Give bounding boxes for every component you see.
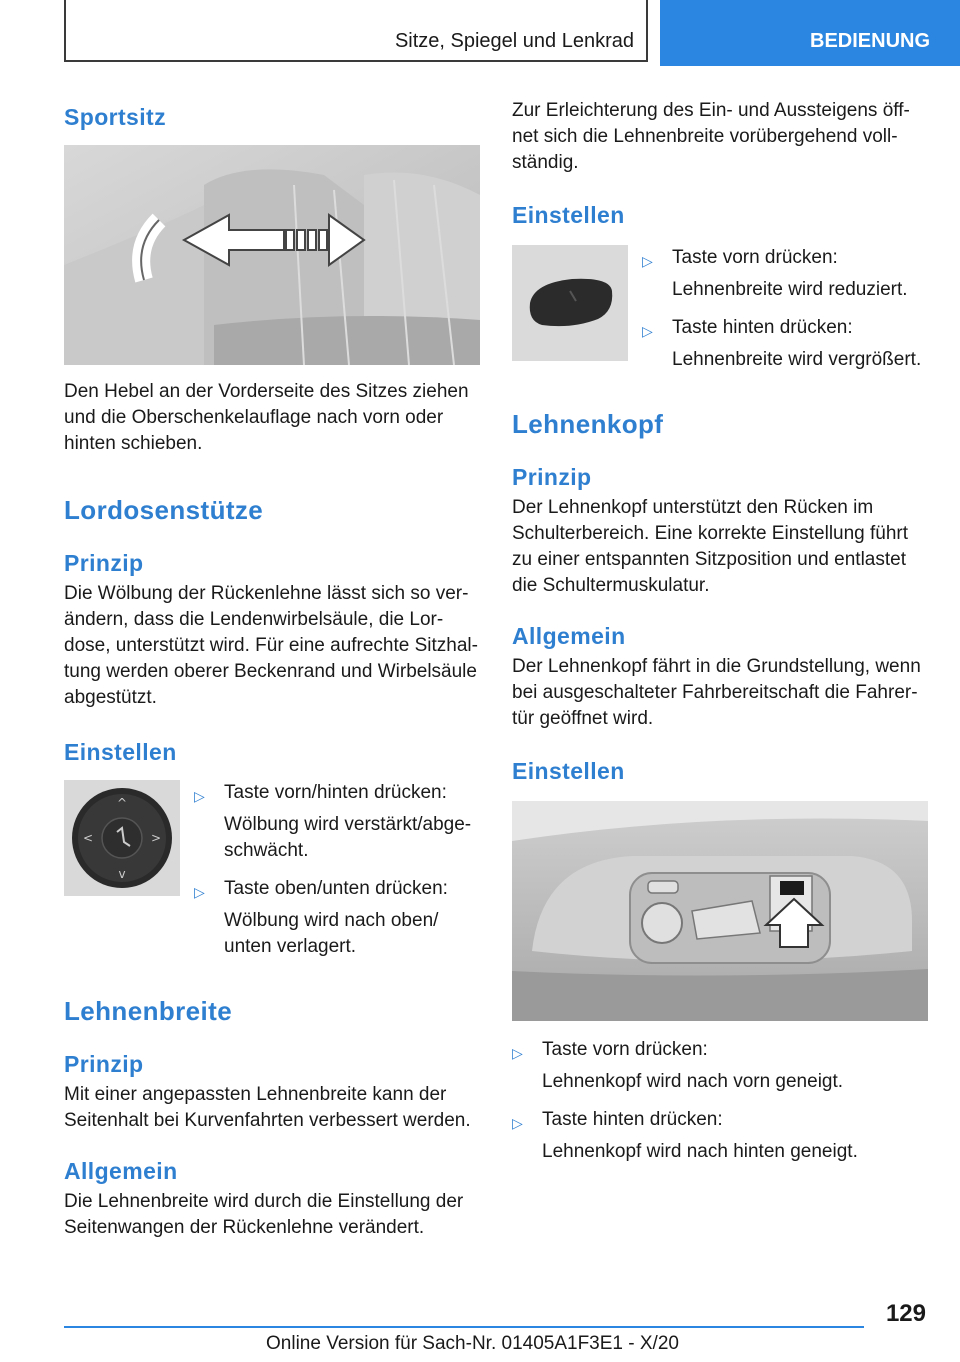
lordose-prinzip-heading: Prinzip xyxy=(64,550,144,576)
header-chapter-tab xyxy=(660,0,960,66)
triangle-bullet-icon: ▷ xyxy=(194,788,205,804)
lehnenkopf-prinzip-text: Der Lehnenkopf unterstützt den Rücken im Schulterbereich. Eine korrekte Einstellung führt zu einer entspannten Sitzposition und entlastet die Schultermuskulatur. xyxy=(512,497,909,596)
list-item xyxy=(194,780,480,864)
lehnenkopf-prinzip-heading: Prinzip xyxy=(512,464,592,490)
lordose-steps-list xyxy=(194,780,480,960)
list-item xyxy=(512,1037,928,1095)
lehnenbreite-einstellen-heading: Einstellen xyxy=(512,202,625,228)
triangle-bullet-icon: ▷ xyxy=(512,1115,523,1131)
step-action: Taste hinten drücken: xyxy=(542,1109,723,1130)
lehnenbreite-steps-block xyxy=(512,245,928,373)
header-section-title: Sitze, Spiegel und Lenkrad xyxy=(394,30,634,52)
step-action: Taste hinten drücken: xyxy=(672,317,853,338)
list-item xyxy=(642,245,928,303)
lordose-control-image xyxy=(64,780,180,896)
svg-text:^: ^ xyxy=(116,796,128,810)
svg-text:v: v xyxy=(118,867,126,881)
step-action: Taste vorn/hinten drücken: xyxy=(224,782,447,803)
lordose-einstellen-heading: Einstellen xyxy=(64,739,177,765)
header-section-box xyxy=(64,0,648,62)
intro-text: Zur Erleichterung des Ein- und Aussteigens öffnet sich die Lehnenbreite vorübergehend vollständig. xyxy=(512,100,910,173)
svg-text:>: > xyxy=(150,831,162,845)
triangle-bullet-icon: ▷ xyxy=(194,884,205,900)
lehnenbreite-prinzip-text: Mit einer angepassten Lehnenbreite kann der Seitenhalt bei Kurvenfahrten verbessert werden. xyxy=(64,1084,471,1131)
step-result: Wölbung wird verstärkt/abgeschwächt. xyxy=(224,814,472,861)
lehnenbreite-steps-list xyxy=(642,245,928,373)
lehnenbreite-allgemein-heading: Allgemein xyxy=(64,1158,178,1184)
left-column xyxy=(64,98,480,1241)
lehnenbreite-allgemein-text: Die Lehnenbreite wird durch die Einstellung der Seitenwangen der Rückenlehne verändert. xyxy=(64,1191,464,1238)
page-number: 129 xyxy=(885,1300,926,1327)
lehnenbreite-button-image xyxy=(512,245,628,361)
sportsitz-image xyxy=(64,145,480,365)
step-result: Lehnenbreite wird vergrößert. xyxy=(672,349,922,370)
lehnenkopf-steps-list xyxy=(512,1037,928,1165)
footer-divider xyxy=(64,1326,864,1328)
lehnenbreite-prinzip-heading: Prinzip xyxy=(64,1051,144,1077)
step-result: Wölbung wird nach oben/ unten verlagert. xyxy=(224,910,439,957)
lordose-steps-block xyxy=(64,780,480,960)
triangle-bullet-icon: ▷ xyxy=(512,1045,523,1061)
list-item xyxy=(642,315,928,373)
svg-text:<: < xyxy=(82,831,94,845)
page-header xyxy=(64,0,960,66)
lehnenkopf-allgemein-text: Der Lehnenkopf fährt in die Grundstellung, wenn bei ausgeschalteter Fahrbereitschaft die Fahrertür geöffnet wird. xyxy=(512,656,921,729)
lehnenbreite-heading: Lehnenbreite xyxy=(64,996,233,1026)
header-chapter-label: BEDIENUNG xyxy=(810,30,931,52)
lehnenkopf-heading: Lehnenkopf xyxy=(512,409,664,439)
right-column xyxy=(512,98,928,1165)
list-item xyxy=(512,1107,928,1165)
step-action: Taste vorn drücken: xyxy=(542,1039,708,1060)
sportsitz-text: Den Hebel an der Vorderseite des Sitzes ziehen und die Oberschenkelauflage nach vorn oder hinten schieben. xyxy=(64,381,469,454)
step-result: Lehnenbreite wird reduziert. xyxy=(672,279,908,300)
lordose-heading: Lordosenstütze xyxy=(64,495,264,525)
lordose-prinzip-text: Die Wölbung der Rückenlehne lässt sich so verändern, dass die Lendenwirbelsäule, die Lordose, unterstützt wird. Für eine aufrechte Sitzhaltung werden oberer Beckenrand und Wirbelsäule abgestützt. xyxy=(64,583,478,708)
sportsitz-heading: Sportsitz xyxy=(64,104,166,130)
step-result: Lehnenkopf wird nach hinten geneigt. xyxy=(542,1141,858,1162)
lehnenkopf-control-image xyxy=(512,801,928,1021)
step-result: Lehnenkopf wird nach vorn geneigt. xyxy=(542,1071,844,1092)
triangle-bullet-icon: ▷ xyxy=(642,253,653,269)
list-item xyxy=(194,876,480,960)
lehnenkopf-einstellen-heading: Einstellen xyxy=(512,758,625,784)
step-action: Taste vorn drücken: xyxy=(672,247,838,268)
footer-online-version: Online Version für Sach-Nr. 01405A1F3E1 - X/20 xyxy=(266,1333,679,1354)
lehnenkopf-allgemein-heading: Allgemein xyxy=(512,623,626,649)
step-action: Taste oben/unten drücken: xyxy=(224,878,448,899)
triangle-bullet-icon: ▷ xyxy=(642,323,653,339)
